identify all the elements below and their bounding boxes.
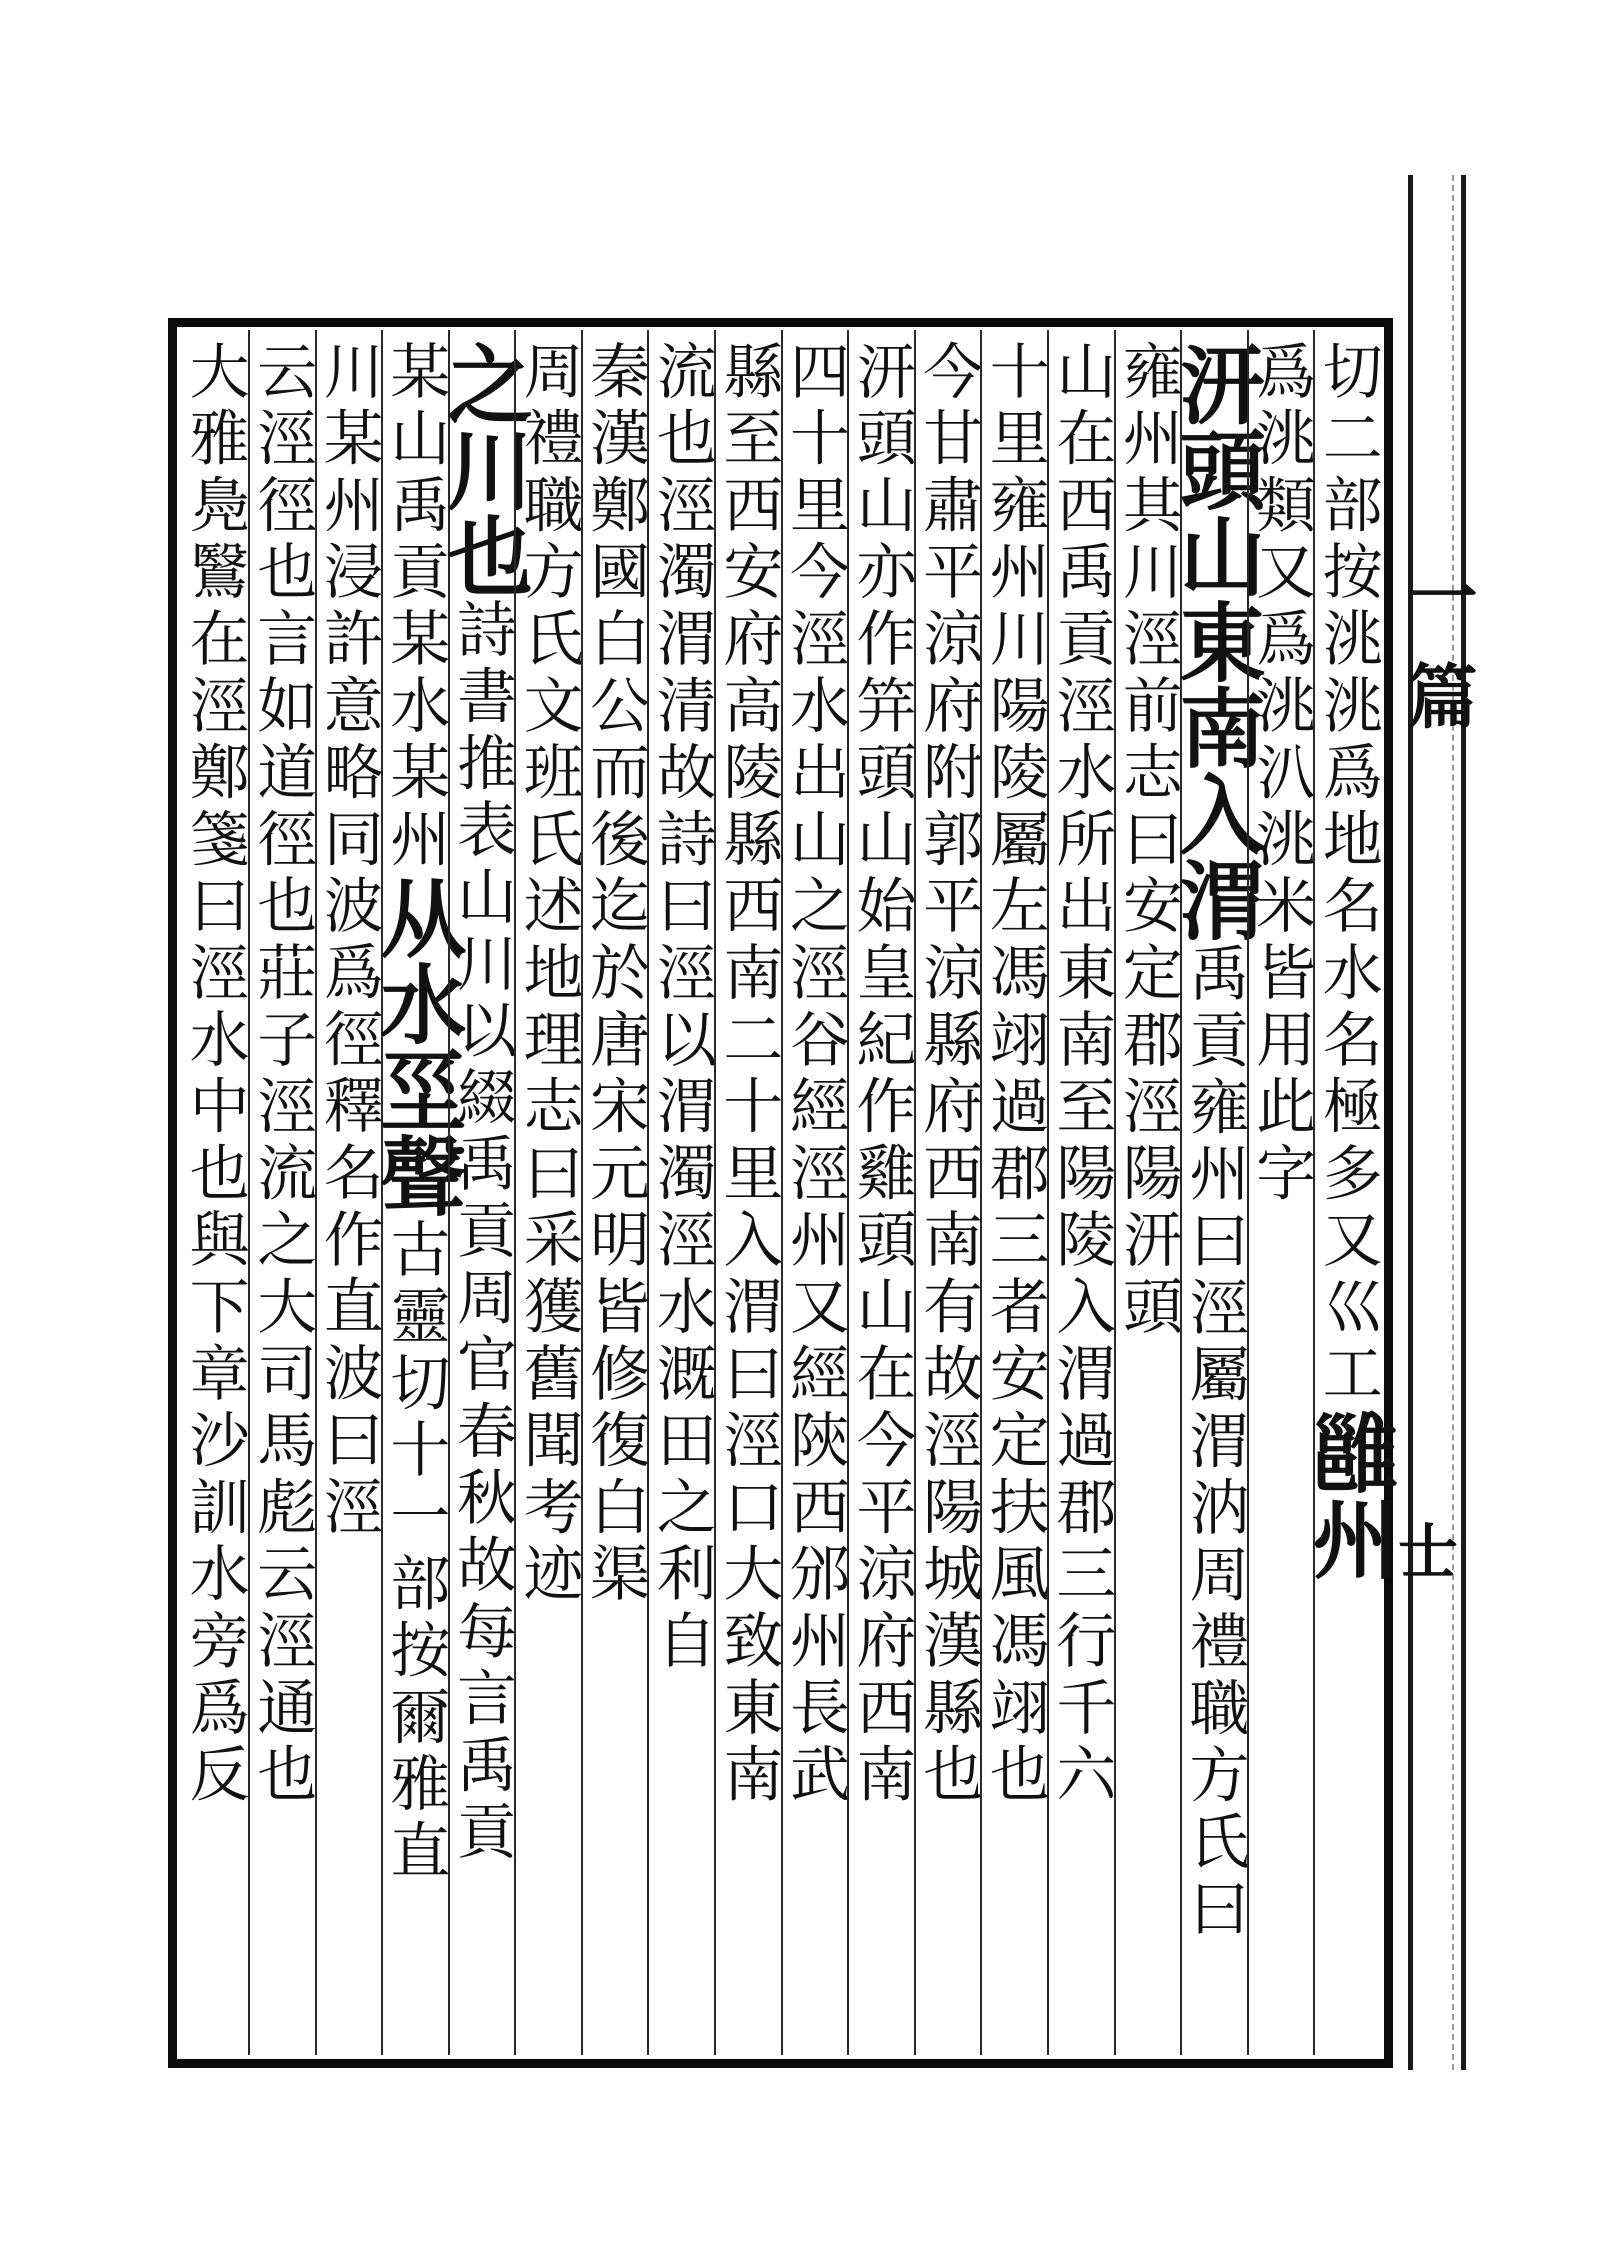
text-column-1 — [1297, 330, 1399, 2055]
text-column-17 — [247, 330, 318, 2055]
commentary-text: 周禮職方氏文班氏述地理志曰采獲舊聞考迹 — [513, 340, 584, 1610]
text-column-5 — [1046, 330, 1117, 2055]
commentary-text: 山在西禹貢涇水所出東南至陽陵入渭過郡三行千六 — [1046, 340, 1117, 1810]
spine-folio-number: 士 — [1388, 1520, 1458, 1580]
commentary-text: 大雅鳧鷖在涇鄭箋曰涇水中也與下章沙訓水旁爲反 — [179, 340, 250, 1810]
text-column-11 — [646, 330, 717, 2055]
text-column-7 — [913, 330, 984, 2055]
commentary-text: 禹貢雍州曰涇屬渭汭周禮職方氏曰 — [1179, 942, 1250, 1944]
spine-fold-line — [1440, 175, 1454, 2070]
text-column-6 — [979, 330, 1050, 2055]
commentary-text: 爲洮類又爲洮汃洮米皆用此字 — [1246, 340, 1317, 1209]
commentary-text: 切二部按洮洮爲地名水名極多又 — [1312, 340, 1383, 1276]
commentary-text: 流也涇濁渭清故詩曰涇以渭濁涇水溉田之利自 — [646, 340, 717, 1676]
commentary-text: 雍州其川涇前志曰安定郡涇陽汧頭 — [1112, 340, 1183, 1342]
commentary-text: 巛工 — [1312, 1275, 1383, 1409]
text-column-2 — [1246, 330, 1317, 2055]
page-spine-margin — [1388, 175, 1466, 2070]
commentary-text: 古靈切十一部按爾雅直 — [380, 1218, 451, 1887]
text-columns — [179, 330, 1399, 2055]
text-column-10 — [713, 330, 784, 2055]
commentary-text: 云涇徑也言如道徑也莊子涇流之大司馬彪云涇通也 — [247, 340, 318, 1810]
main-entry-text: 从水坙聲 — [365, 874, 467, 1219]
text-column-12 — [580, 330, 651, 2055]
commentary-text: 汧頭山亦作笄頭山始皇紀作雞頭山在今平涼府西南 — [846, 340, 917, 1810]
spine-chapter-title: 一篇 — [1396, 560, 1479, 760]
text-column-13 — [513, 330, 584, 2055]
main-entry-text: 雝州 — [1297, 1408, 1399, 1581]
text-column-3 — [1164, 330, 1266, 2055]
commentary-text: 十里雍州川陽陵屬左馮翊過郡三者安定扶風馮翊也 — [979, 340, 1050, 1810]
commentary-text: 波爲徑釋名作直波曰涇 — [313, 874, 384, 1543]
text-column-18 — [181, 330, 248, 2055]
commentary-text: 秦漢鄭國白公而後迄於唐宋元明皆修復白渠 — [580, 340, 651, 1610]
commentary-text: 今甘肅平涼府附郭平涼縣府西南有故涇陽城漢縣也 — [913, 340, 984, 1810]
commentary-text: 某山禹貢某水某州 — [380, 340, 451, 875]
main-entry-text: 之川也 — [431, 340, 533, 598]
commentary-text: 四十里今涇水出山之涇谷經涇州又經陝西邠州長武 — [779, 340, 850, 1810]
text-column-9 — [781, 330, 848, 2055]
commentary-text: 詩書推表山川以綴禹貢周官春秋故每言禹貢 — [446, 598, 517, 1868]
text-column-14 — [431, 330, 533, 2055]
commentary-text: 川某州浸許意略同 — [313, 340, 384, 875]
main-entry-text: 汧頭山東南入渭 — [1164, 340, 1266, 942]
commentary-text: 縣至西安府高陵縣西南二十里入渭曰涇口大致東南 — [713, 340, 784, 1810]
text-column-8 — [846, 330, 917, 2055]
